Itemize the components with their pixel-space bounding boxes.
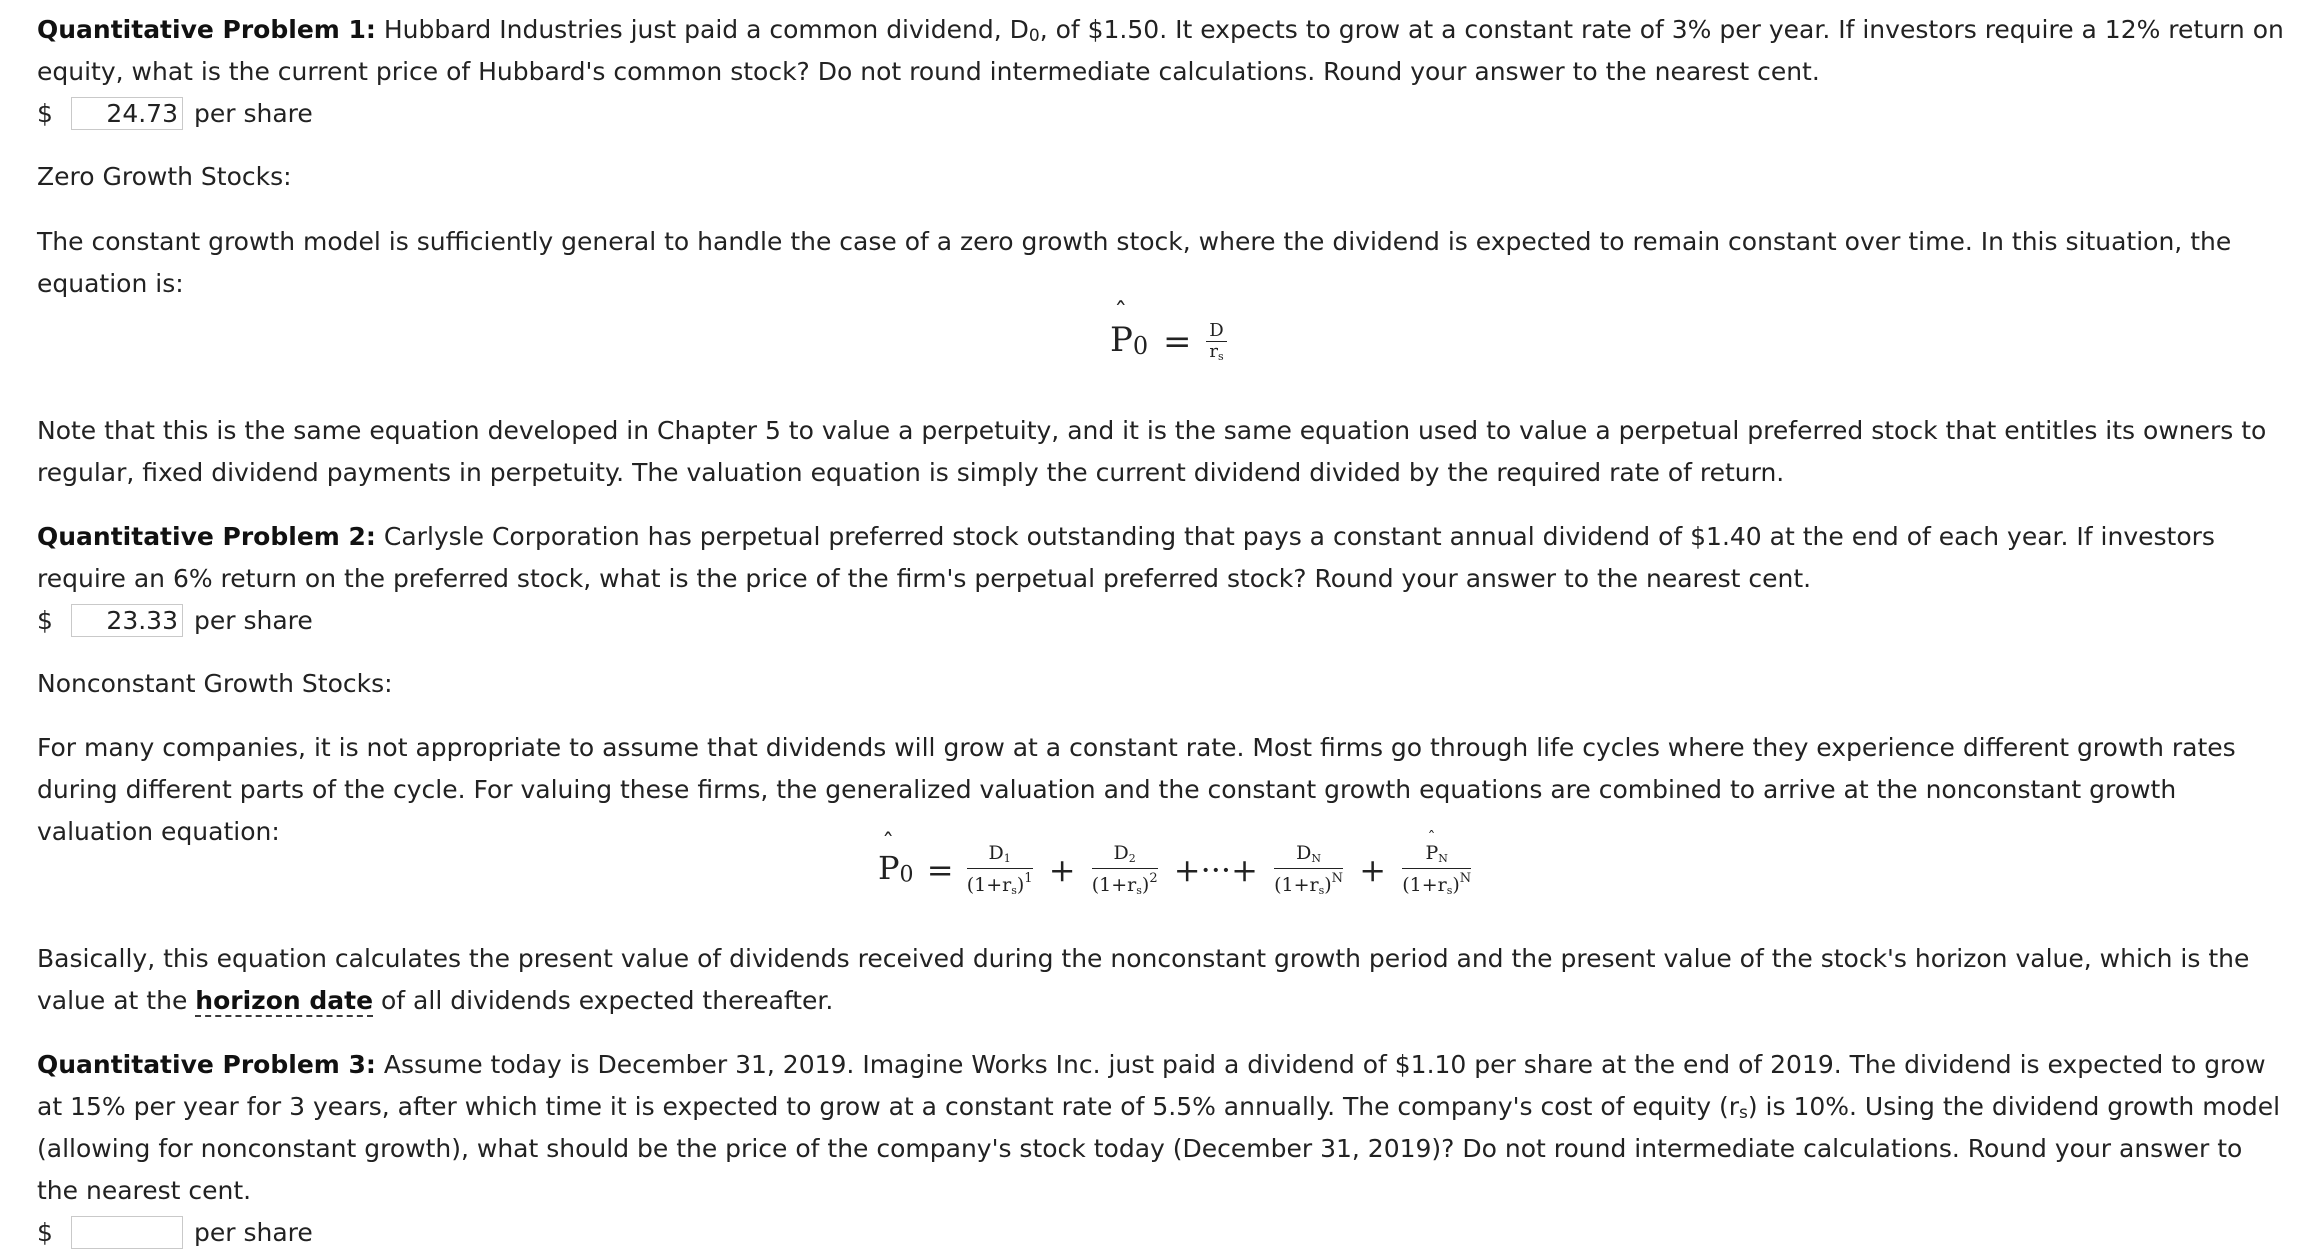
problem-3-text: Quantitative Problem 3: Assume today is December 31, 2019. Imagine Works Inc. just paid a dividend of $1.10 per share at the end of 2019. The dividend is expected to grow at 15% per year for 3 years, after which time it is expected to grow at a constant rate of 5.5% annually. The company's cost of equity (rs) is 10%. Using the dividend growth model (allowing for nonconstant growth), what should be the price of the company's stock today (December 31, 2019)? Do not round intermediate calculations. Round your answer to the nearest cent.	[37, 1050, 2281, 1205]
horizon-date-link[interactable]: horizon date	[195, 986, 374, 1015]
term-n-fraction: $\frac{D_N}{(1+r_s)^N}$	[1274, 842, 1344, 898]
horizon-value-fraction: ˆ $P_N$ $(1+r_s)^N$	[1402, 828, 1472, 898]
problem-2-text: Quantitative Problem 2: Carlysle Corporation has perpetual preferred stock outstanding that pays a constant annual dividend of $1.40 at the end of each year. If investors require an 6% return on the preferred stock, what is the price of the firm's perpetual preferred stock? Round your answer to the nearest cent.	[37, 522, 2215, 593]
nonconstant-explanation: Basically, this equation calculates the present value of dividends received during the nonconstant growth period and the present value of the stock's horizon value, which is the value at the horizon date of all dividends expected thereafter.	[37, 944, 2250, 1015]
nonconstant-growth-formula: ˆ $P_0$ = $\frac{D_1}{(1+r_s)^1}$ + $\frac{D_2}{(1+r_s)^2}$ +···+ $\frac{D_N}{(1+r_s)^N}$ + ˆ $P_N$ $(1+r_s)^N$	[878, 828, 1472, 898]
currency-symbol: $	[37, 1217, 53, 1247]
nonconstant-intro: For many companies, it is not appropriate to assume that dividends will grow at a constant rate. Most firms go through life cycles where they experience different growth rates during different parts of the cycle. For valuing these firms, the generalized valuation and the constant growth equations are combined to arrive at the nonconstant growth valuation equation:	[37, 733, 2236, 846]
problem-2-answer-row	[37, 599, 313, 641]
unit-label: per share	[194, 1217, 313, 1247]
problem-2-answer-input[interactable]	[71, 604, 183, 637]
zero-growth-heading: Zero Growth Stocks:	[37, 162, 292, 191]
term-1-fraction: $\frac{D_1}{(1+r_s)^1}$	[966, 842, 1033, 898]
currency-symbol: $	[37, 98, 53, 128]
problem-1-text: Quantitative Problem 1: Hubbard Industries just paid a common dividend, D0, of $1.50. It expects to grow at a constant rate of 3% per year. If investors require a 12% return on equity, what is the current price of Hubbard's common stock? Do not round intermediate calculations. Round your answer to the nearest cent.	[37, 15, 2284, 86]
zero-growth-intro: The constant growth model is sufficiently general to handle the case of a zero growth stock, where the dividend is expected to remain constant over time. In this situation, the equation is:	[37, 227, 2232, 298]
p0-hat-symbol: ˆ P	[878, 828, 900, 887]
fraction-d-over-rs: $\frac{D}{r_s}$	[1206, 321, 1226, 363]
unit-label: per share	[194, 605, 313, 635]
problem-1-answer-input[interactable]	[71, 97, 183, 130]
problem-1-answer-row	[37, 92, 313, 134]
nonconstant-heading: Nonconstant Growth Stocks:	[37, 669, 393, 698]
currency-symbol: $	[37, 605, 53, 635]
zero-growth-note: Note that this is the same equation developed in Chapter 5 to value a perpetuity, and it is the same equation used to value a perpetual preferred stock that entitles its owners to regular, fixed dividend payments in perpetuity. The valuation equation is simply the current dividend divided by the required rate of return.	[37, 416, 2267, 487]
zero-growth-formula: ˆ $P_0$ = $\frac{D}{r_s}$	[1110, 320, 1227, 363]
problem-3-answer-row	[37, 1211, 313, 1253]
problem-3-answer-input[interactable]	[71, 1216, 183, 1249]
problem-2-label: Quantitative Problem 2:	[37, 522, 376, 551]
problem-3-label: Quantitative Problem 3:	[37, 1050, 376, 1079]
p0-hat-symbol: ˆ P	[1110, 298, 1133, 360]
problem-1-label: Quantitative Problem 1:	[37, 15, 376, 44]
unit-label: per share	[194, 98, 313, 128]
term-2-fraction: $\frac{D_2}{(1+r_s)^2}$	[1091, 842, 1158, 898]
